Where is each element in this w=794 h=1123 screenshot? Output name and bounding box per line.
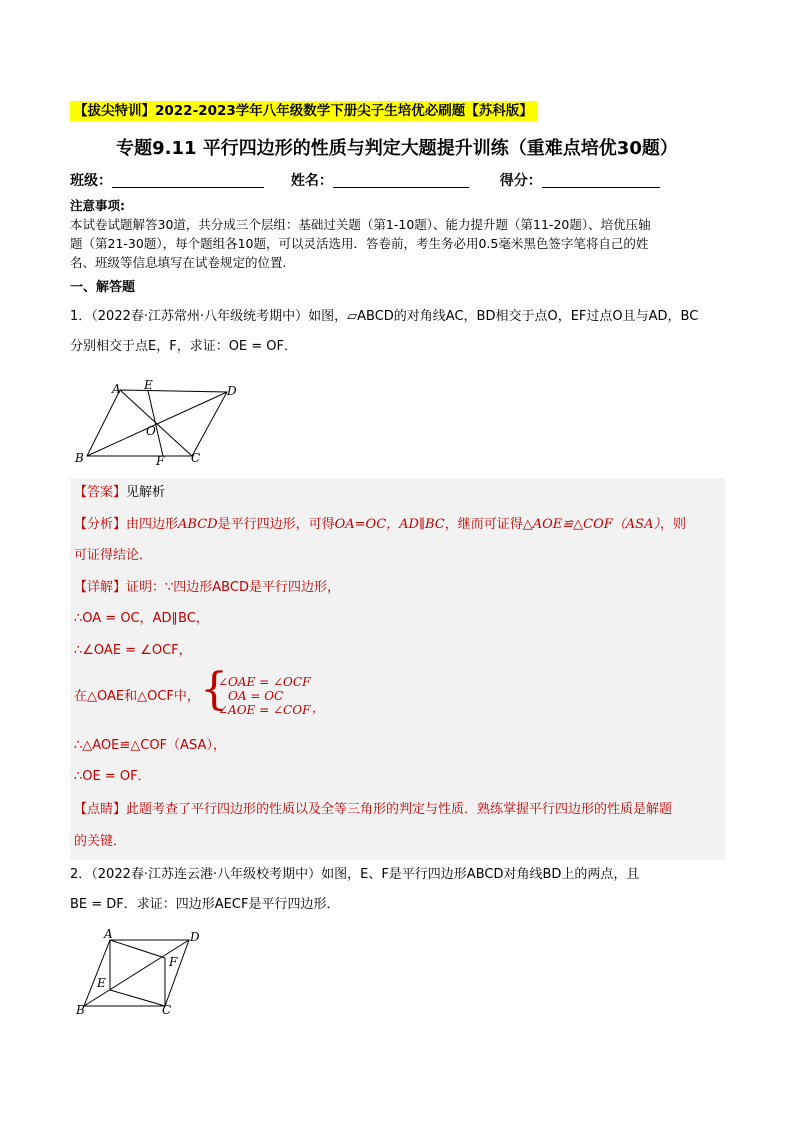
label-d: D xyxy=(227,384,237,398)
instructions-heading: 注意事项: xyxy=(70,198,125,213)
student-info-fields xyxy=(70,170,660,190)
system-line: ∠AOE = ∠COF xyxy=(218,703,311,717)
detail-row: 在△OAE和△OCF中， xyxy=(74,689,200,704)
detail-row: ∴OE = OF． xyxy=(74,769,151,784)
question-2 xyxy=(70,860,730,920)
answer-row xyxy=(74,483,165,503)
analysis-math: △AOE≌△COF（ASA） xyxy=(522,517,660,532)
question-1-line: 分别相交于点E，F，求证：OE = OF． xyxy=(70,339,298,354)
analysis-row-2 xyxy=(74,546,152,566)
name-label: 姓名： xyxy=(290,173,333,189)
label-f: F xyxy=(156,454,165,468)
series-banner: 【拔尖特训】2022-2023学年八年级数学下册尖子生培优必刷题【苏科版】 xyxy=(70,101,537,121)
question-2-line: BE = DF．求证：四边形AECF是平行四边形． xyxy=(70,897,340,912)
detail-row: ∴∠OAE = ∠OCF， xyxy=(74,643,192,658)
label-c: C xyxy=(191,451,201,465)
section-heading: 一、解答题 xyxy=(70,280,136,295)
answer-tag: 【答案】 xyxy=(74,485,127,500)
system-line: ∠OAE = ∠OCF xyxy=(218,675,311,689)
analysis-text: ，则 xyxy=(659,517,686,532)
question-1 xyxy=(70,302,730,362)
analysis-text: 可证得结论． xyxy=(74,548,153,563)
figure-2-parallelogram xyxy=(72,926,202,1018)
comment-row-2: 的关键． xyxy=(74,834,127,849)
comment-text: 此题考查了平行四边形的性质以及全等三角形的判定与性质．熟练掌握平行四边形的性质是解题 xyxy=(126,802,673,817)
detail-tag: 【详解】 xyxy=(74,580,127,595)
question-1-line: 1．（2022春·江苏常州·八年级统考期中）如图，▱ABCD的对角线AC，BD相交于点O，EF过点O且与AD，BC xyxy=(70,309,699,324)
label-e: E xyxy=(144,378,153,392)
name-blank[interactable] xyxy=(333,171,469,188)
analysis-math: OA=OC，AD∥BC xyxy=(334,517,445,532)
diagonal-ac xyxy=(120,390,192,456)
analysis-text: ，继而可证得 xyxy=(444,517,523,532)
label-d: D xyxy=(190,930,200,944)
label-a: A xyxy=(104,927,113,941)
class-label: 班级： xyxy=(70,173,112,189)
system-end: ， xyxy=(312,701,325,715)
instructions xyxy=(70,196,730,272)
solution-1-box xyxy=(70,478,725,860)
system-brace: { xyxy=(200,664,228,715)
label-a: A xyxy=(112,382,121,396)
analysis-tag: 【分析】 xyxy=(74,517,127,532)
page-title: 专题9.11 平行四边形的性质与判定大题提升训练（重难点培优30题） xyxy=(116,138,678,159)
class-blank[interactable] xyxy=(112,171,264,188)
detail-row xyxy=(74,578,340,598)
label-f: F xyxy=(169,955,178,969)
score-label: 得分： xyxy=(499,173,542,189)
analysis-math: ABCD xyxy=(178,517,218,532)
label-e: E xyxy=(97,976,106,990)
segment-ec xyxy=(110,990,165,1006)
label-c: C xyxy=(162,1003,172,1017)
detail-row: ∴△AOE≌△COF（ASA）， xyxy=(74,738,226,753)
question-2-line: 2．（2022春·江苏连云港·八年级校考期中）如图，E、F是平行四边形ABCD对角线BD上的两点，且 xyxy=(70,867,640,882)
label-b: B xyxy=(75,451,84,465)
comment-row xyxy=(74,800,672,820)
instructions-line: 题（第21-30题），每个题组各10题，可以灵活选用．答卷前，考生务必用0.5毫米黑色签字笔将自己的姓 xyxy=(70,236,649,251)
analysis-text: 由四边形 xyxy=(126,517,179,532)
figure-1-parallelogram xyxy=(72,378,242,468)
answer-text: 见解析 xyxy=(126,485,166,500)
detail-text: 证明：∵四边形ABCD是平行四边形， xyxy=(126,580,340,595)
segment-af xyxy=(110,940,165,958)
label-b: B xyxy=(76,1003,85,1017)
comment-tag: 【点睛】 xyxy=(74,802,127,817)
system-line: OA = OC xyxy=(228,689,284,703)
analysis-row xyxy=(74,515,686,535)
diagonal-bd xyxy=(84,940,189,1006)
diagonal-bd xyxy=(87,392,227,456)
score-blank[interactable] xyxy=(542,171,660,188)
instructions-line: 本试卷试题解答30道，共分成三个层组：基础过关题（第1-10题）、能力提升题（第11-20题）、培优压轴 xyxy=(70,217,651,232)
instructions-line: 名、班级等信息填写在试卷规定的位置. xyxy=(70,255,287,270)
label-o: O xyxy=(146,424,156,438)
analysis-text: 是平行四边形，可得 xyxy=(217,517,335,532)
detail-row: ∴OA = OC，AD∥BC， xyxy=(74,611,209,626)
